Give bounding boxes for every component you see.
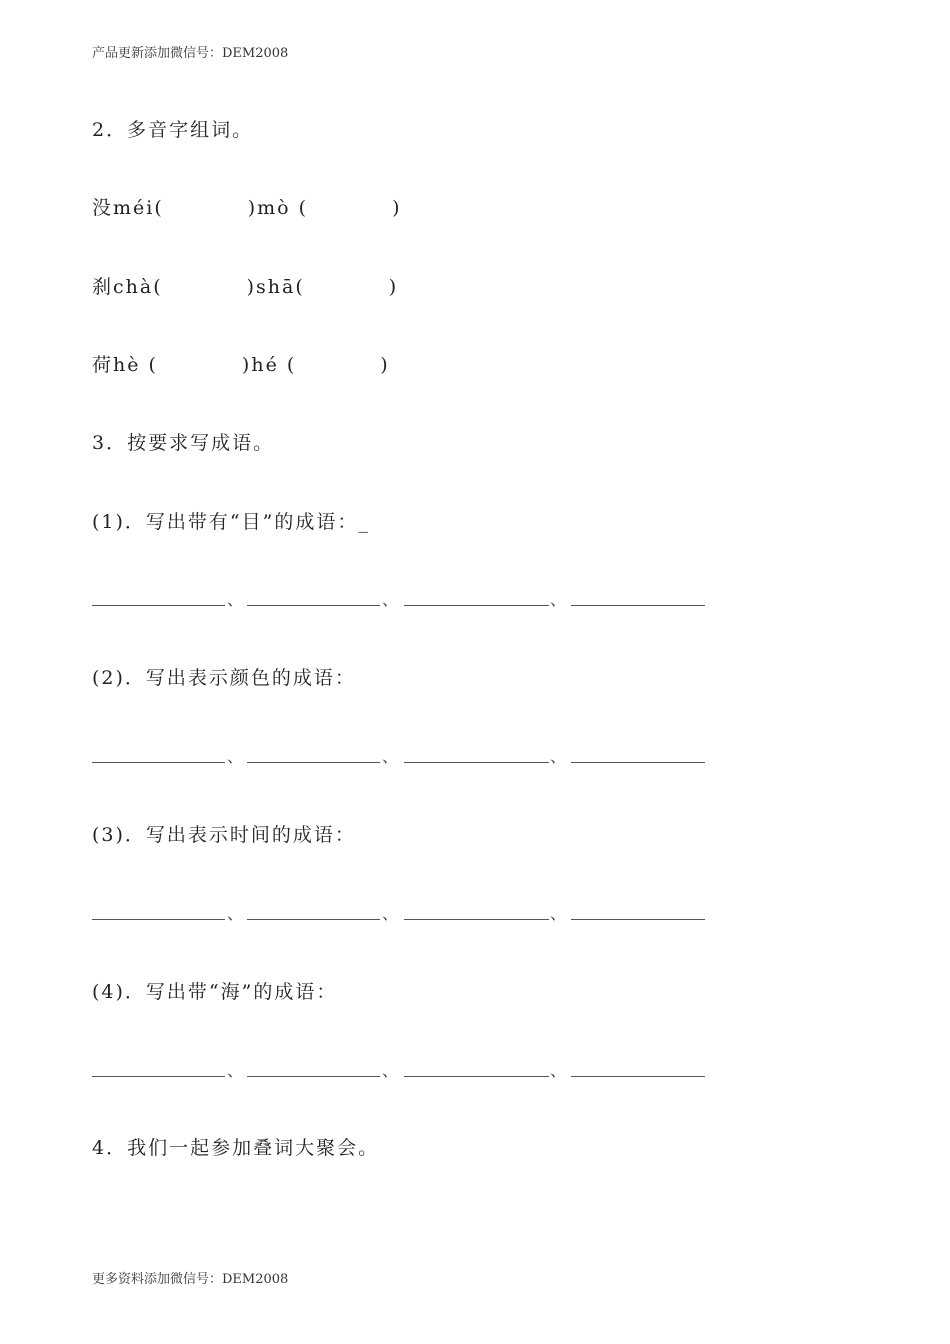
polyphone-row-mei: 没méi( )mò ( ) xyxy=(92,197,402,219)
idiom-blanks-time xyxy=(92,904,706,923)
separator: 、 xyxy=(227,1061,244,1080)
section-4-title: 4．我们一起参加叠词大聚会。 xyxy=(92,1137,380,1159)
answer-blank[interactable] xyxy=(92,1064,225,1077)
separator: 、 xyxy=(382,904,399,923)
separator: 、 xyxy=(550,747,567,766)
page-header: 产品更新添加微信号：DEM2008 xyxy=(92,46,289,61)
answer-blank[interactable] xyxy=(247,750,380,763)
idiom-blanks-mu xyxy=(92,590,706,609)
idiom-blanks-color xyxy=(92,747,706,766)
section-3-title: 3．按要求写成语。 xyxy=(92,432,275,454)
answer-blank[interactable] xyxy=(571,750,705,763)
separator: 、 xyxy=(227,904,244,923)
separator: 、 xyxy=(382,747,399,766)
answer-blank[interactable] xyxy=(92,750,225,763)
idiom-prompt-color: (2)．写出表示颜色的成语： xyxy=(92,667,356,689)
answer-blank[interactable] xyxy=(404,1064,549,1077)
answer-blank[interactable] xyxy=(571,593,705,606)
separator: 、 xyxy=(382,1061,399,1080)
answer-blank[interactable] xyxy=(404,750,549,763)
answer-blank[interactable] xyxy=(571,907,705,920)
separator: 、 xyxy=(227,747,244,766)
idiom-prompt-mu: (1)．写出带有“目”的成语：_ xyxy=(92,511,370,533)
separator: 、 xyxy=(550,1061,567,1080)
separator: 、 xyxy=(227,590,244,609)
answer-blank[interactable] xyxy=(92,907,225,920)
idiom-prompt-time: (3)．写出表示时间的成语： xyxy=(92,824,356,846)
separator: 、 xyxy=(550,590,567,609)
page-footer: 更多资料添加微信号：DEM2008 xyxy=(92,1272,289,1287)
polyphone-row-cha: 刹chà( )shā( ) xyxy=(92,276,399,298)
answer-blank[interactable] xyxy=(247,907,380,920)
section-2-title: 2．多音字组词。 xyxy=(92,119,254,141)
answer-blank[interactable] xyxy=(404,907,549,920)
idiom-blanks-hai xyxy=(92,1061,706,1080)
answer-blank[interactable] xyxy=(571,1064,705,1077)
polyphone-row-he: 荷hè ( )hé ( ) xyxy=(92,354,390,376)
answer-blank[interactable] xyxy=(404,593,549,606)
answer-blank[interactable] xyxy=(247,593,380,606)
idiom-prompt-hai: (4)．写出带“海”的成语： xyxy=(92,981,338,1003)
separator: 、 xyxy=(382,590,399,609)
answer-blank[interactable] xyxy=(247,1064,380,1077)
separator: 、 xyxy=(550,904,567,923)
answer-blank[interactable] xyxy=(92,593,225,606)
